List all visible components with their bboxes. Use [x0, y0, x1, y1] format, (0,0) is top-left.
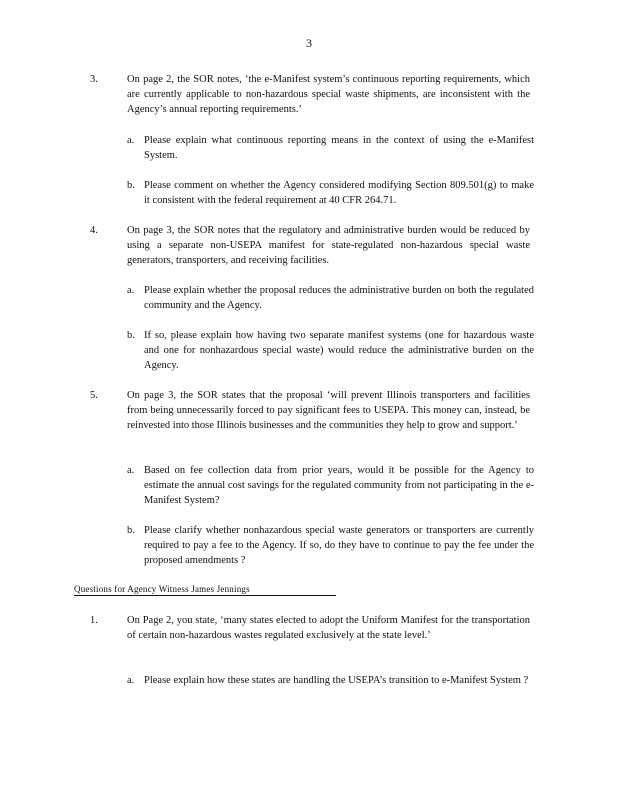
question-number: 4. — [90, 225, 98, 236]
sub-text: Please comment on whether the Agency considered modifying Section 809.501(g) to make it consistent with the federal requirement at 40 CFR 264.71. — [144, 180, 534, 206]
question-5a — [127, 463, 534, 508]
sub-text: Please clarify whether nonhazardous special waste generators or transporters are currently required to pay a fee to the Agency. If so, do they have to continue to pay the fee under the proposed amendments ? — [144, 525, 534, 566]
sub-text: Please explain how these states are handling the USEPA’s transition to e-Manifest System ? — [144, 675, 529, 686]
question-3 — [90, 72, 530, 117]
question-number: 3. — [90, 74, 98, 85]
question-5b — [127, 523, 534, 568]
sub-letter: b. — [127, 330, 135, 341]
witness-question-1 — [90, 613, 530, 643]
question-3b — [127, 178, 534, 208]
witness-question-1a — [127, 673, 534, 688]
sub-text: Please explain whether the proposal reduces the administrative burden on both the regulated community and the Agency. — [144, 285, 534, 311]
question-text: On Page 2, you state, ‘many states elected to adopt the Uniform Manifest for the transportation of certain non-hazardous wastes regulated exclusively at the state level.’ — [127, 615, 530, 641]
sub-text: If so, please explain how having two separate manifest systems (one for hazardous waste and one for nonhazardous special waste) would reduce the administrative burden on the Agency. — [144, 330, 534, 371]
question-4a — [127, 283, 534, 313]
sub-letter: b. — [127, 180, 135, 191]
question-3a — [127, 133, 534, 163]
sub-letter: a. — [127, 675, 135, 686]
page-number: 3 — [306, 36, 312, 50]
question-text: On page 3, the SOR notes that the regulatory and administrative burden would be reduced by using a separate non-USEPA manifest for state-regulated non-hazardous special waste generators, transporters, and receiving facilities. — [127, 225, 530, 266]
sub-letter: a. — [127, 285, 135, 296]
question-number: 5. — [90, 390, 98, 401]
question-4 — [90, 223, 530, 268]
sub-letter: a. — [127, 465, 135, 476]
question-text: On page 2, the SOR notes, ‘the e-Manifest system’s continuous reporting requirements, which are currently applicable to non-hazardous special waste shipments, are inconsistent with the Agency’s annual reporting requirements.’ — [127, 74, 530, 115]
question-5 — [90, 388, 530, 433]
section-heading: Questions for Agency Witness James Jennings — [74, 584, 336, 596]
question-number: 1. — [90, 615, 98, 626]
sub-letter: a. — [127, 135, 135, 146]
sub-text: Based on fee collection data from prior years, would it be possible for the Agency to estimate the annual cost savings for the regulated community from not participating in the e-Manifest System? — [144, 465, 534, 506]
sub-text: Please explain what continuous reporting means in the context of using the e-Manifest System. — [144, 135, 534, 161]
sub-letter: b. — [127, 525, 135, 536]
question-4b — [127, 328, 534, 373]
question-text: On page 3, the SOR states that the proposal ‘will prevent Illinois transporters and facilities from being unnecessarily forced to pay significant fees to USEPA. This money can, instead, be reinvested into those Illinois businesses and the communities they help to grow and support.’ — [127, 390, 530, 431]
